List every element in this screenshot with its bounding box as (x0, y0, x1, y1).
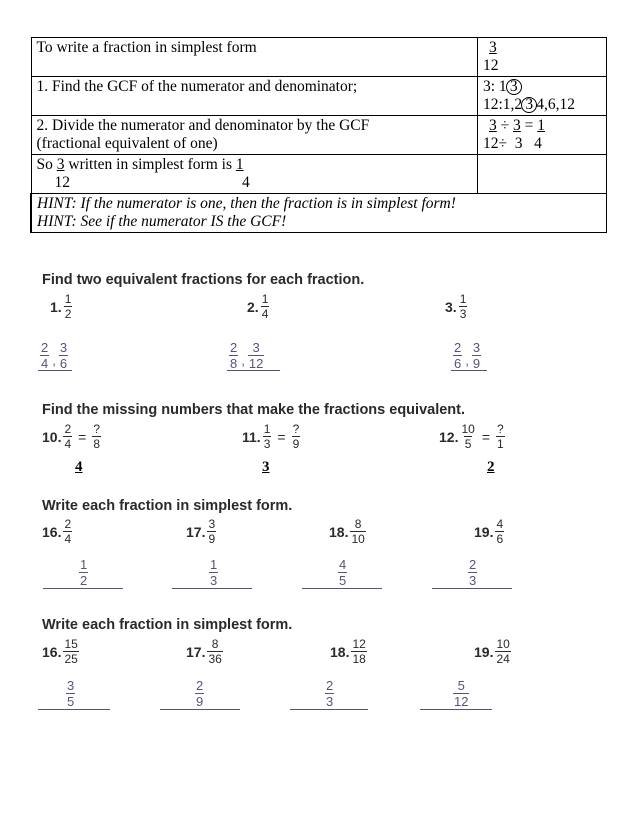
answer-line (432, 588, 512, 589)
summary-cell: So 3 written in simplest form is 1 12 4 (31, 155, 478, 194)
problem-16: 16. $\frac{2}{4}$ (42, 517, 72, 546)
hint-text: HINT: If the numerator is one, then the fraction is in simplest form! (37, 195, 456, 212)
empty-cell (478, 155, 607, 194)
problem-18: 18. $\frac{8}{10}$ (329, 517, 365, 546)
problem-17: 17. $\frac{3}{9}$ (186, 517, 216, 546)
table-row (31, 38, 607, 77)
answer-line (160, 709, 240, 710)
problem-18b: 18. $\frac{12}{18}$ (330, 637, 366, 666)
section-title: Find the missing numbers that make the fractions equivalent. (42, 402, 465, 418)
section-title: Write each fraction in simplest form. (42, 498, 293, 514)
answer-16b: $\frac{3}{5}$ (67, 678, 75, 709)
answer-19b: $\frac{5}{12}$ (454, 678, 469, 709)
answer-17b: $\frac{2}{9}$ (196, 678, 204, 709)
problem-11: 11. $\frac{1}{3}$ = $\frac{?}{9}$ (242, 422, 300, 451)
circled-gcf: 3 (521, 97, 537, 113)
fraction: $\frac{1}{2}$ (64, 292, 72, 321)
factor-cell: 3: 1 3 12:1,2 3 4,6,12 (478, 77, 607, 116)
hint-text: HINT: See if the numerator IS the GCF! (37, 213, 287, 230)
table-row (31, 77, 607, 116)
answer-10: 4 (75, 459, 83, 475)
problem-19: 19. $\frac{4}{6}$ (474, 517, 504, 546)
hint-cell (31, 194, 607, 233)
answer-line (302, 588, 382, 589)
table-row (31, 155, 607, 194)
divide-cell: 3 ÷ 3 = 1 12÷ 3 4 (478, 116, 607, 155)
answer-16: $\frac{1}{2}$ (80, 557, 88, 588)
answer-line (420, 709, 492, 710)
answer-1: $\frac{2}{4}$ , $\frac{3}{6}$ (38, 341, 72, 371)
problem-1: 1. $\frac{1}{2}$ (50, 292, 72, 321)
fraction: $\frac{1}{3}$ (459, 292, 467, 321)
answer-18b: $\frac{2}{3}$ (326, 678, 334, 709)
example-denominator: 12 (483, 57, 499, 74)
answer-line (38, 709, 110, 710)
problem-2: 2. $\frac{1}{4}$ (247, 292, 269, 321)
step-cell: To write a fraction in simplest form (31, 38, 478, 77)
circled-gcf: 3 (506, 79, 522, 95)
step-cell: 1. Find the GCF of the numerator and denominator; (31, 77, 478, 116)
answer-line (43, 588, 123, 589)
instruction-table (30, 37, 607, 233)
answer-17: $\frac{1}{3}$ (210, 557, 218, 588)
answer-11: 3 (262, 459, 270, 475)
table-row (31, 194, 607, 233)
answer-18: $\frac{4}{5}$ (339, 557, 347, 588)
answer-line (290, 709, 368, 710)
answer-2: $\frac{2}{8}$ , $\frac{3}{12}$ (227, 341, 280, 371)
example-numerator: 3 (489, 39, 497, 56)
problem-19b: 19. $\frac{10}{24}$ (474, 637, 510, 666)
table-row (31, 116, 607, 155)
section-title: Find two equivalent fractions for each fraction. (42, 272, 365, 288)
step-cell: 2. Divide the numerator and denominator by the GCF (fractional equivalent of one) (31, 116, 478, 155)
problem-12: 12. $\frac{10}{5}$ = $\frac{?}{1}$ (439, 422, 504, 451)
answer-19: $\frac{2}{3}$ (469, 557, 477, 588)
example-cell (478, 38, 607, 77)
answer-3: $\frac{2}{6}$ , $\frac{3}{9}$ (451, 341, 487, 371)
problem-16b: 16. $\frac{15}{25}$ (42, 637, 78, 666)
problem-3: 3. $\frac{1}{3}$ (445, 292, 467, 321)
problem-10: 10. $\frac{2}{4}$ = $\frac{?}{8}$ (42, 422, 101, 451)
problem-17b: 17. $\frac{8}{36}$ (186, 637, 222, 666)
answer-line (172, 588, 252, 589)
answer-12: 2 (487, 459, 495, 475)
section-title: Write each fraction in simplest form. (42, 617, 293, 633)
fraction: $\frac{1}{4}$ (261, 292, 269, 321)
